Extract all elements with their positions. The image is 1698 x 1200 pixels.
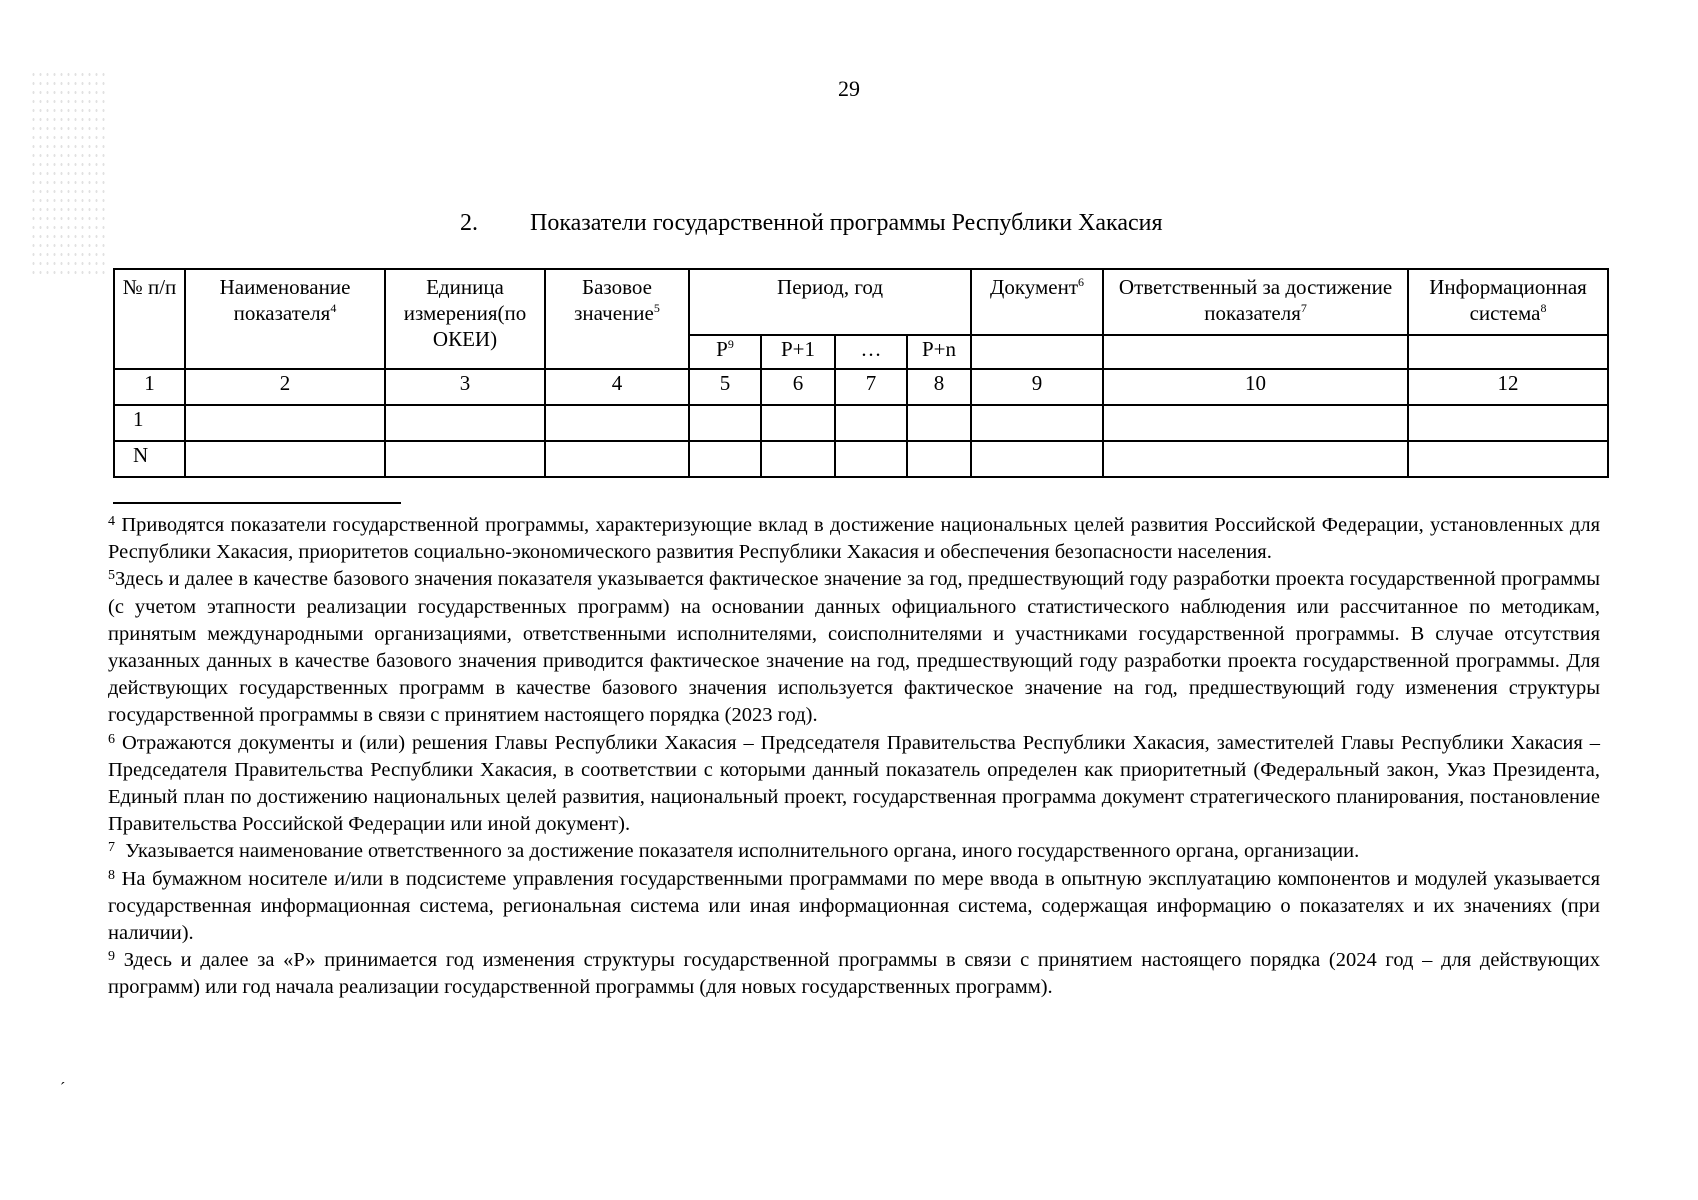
table-cell [907, 441, 971, 477]
period-ellipsis: … [835, 335, 907, 369]
footnote-7: $^7$ Указывается наименование ответственного за достижение показателя исполнительного органа, иного государственного органа, организации. [108, 840, 1360, 863]
column-number: 8 [907, 369, 971, 405]
header-responsible: Ответственный за достижение показателя$^7$ [1103, 269, 1408, 335]
header-name: Наименование показателя$^4$ [185, 269, 385, 369]
table-cell [545, 441, 689, 477]
column-number: 10 [1103, 369, 1408, 405]
table-cell [1408, 441, 1608, 477]
table-cell [1408, 405, 1608, 441]
footnote-separator [113, 502, 401, 504]
page-number: 29 [838, 76, 860, 101]
table-cell [185, 441, 385, 477]
table-cell [1103, 441, 1408, 477]
table-cell [971, 405, 1103, 441]
table-cell [1103, 405, 1408, 441]
document-blank [971, 335, 1103, 369]
footnote-4: $^4$ Приводятся показатели государственной программы, характеризующие вклад в достижение национальных целей развития Российской Федерации, установленных для Республики Хакасия, приоритетов социально-экономического развития Республики Хакасия и обеспечения безопасности населения. [108, 514, 1601, 564]
header-row [114, 269, 1608, 335]
header-period: Период, год [689, 269, 971, 335]
table-cell [385, 441, 545, 477]
table-cell [689, 405, 761, 441]
table-cell [761, 441, 835, 477]
table-cell [545, 405, 689, 441]
table-row [114, 405, 1608, 441]
footnotes [108, 512, 1600, 1002]
table-cell [971, 441, 1103, 477]
responsible-blank [1103, 335, 1408, 369]
column-number: 5 [689, 369, 761, 405]
header-document: Документ$^6$ [971, 269, 1103, 335]
margin-mark: ´ [60, 1080, 66, 1097]
footnote-6: $^6$ Отражаются документы и (или) решения Главы Республики Хакасия – Председателя Правительства Республики Хакасия, заместителей Главы Республики Хакасия – Председателя Правительства Республики Хакасия, в соответствии с которыми данный показатель определен как приоритетный (Федеральный закон, Указ Президента, Единый план по достижению национальных целей развития, национальный проект, государственная программа документ стратегического планирования, постановление Правительства Российской Федерации или иной документ). [108, 731, 1601, 836]
header-base-value: Базовое значение$^5$ [545, 269, 689, 369]
period-p-plus-n: Р+n [907, 335, 971, 369]
column-number: 12 [1408, 369, 1608, 405]
column-number-row [114, 369, 1608, 405]
column-number: 2 [185, 369, 385, 405]
footnote-5: $^5$Здесь и далее в качестве базового значения показателя указывается фактическое значение за год, предшествующий году разработки проекта государственной программы (с учетом этапности реализации государственных программ) на основании данных официального статистического наблюдения или рассчитанное по методикам, принятым международными организациями, ответственными исполнителями, соисполнителями и участниками государственной программы. В случае отсутствия указанных данных в качестве базового значения приводится фактическое значение на год, предшествующий году разработки проекта государственной программы. Для действующих государственных программ в качестве базового значения используется фактическое значение на год, предшествующий году изменения структуры государственной программы в связи с принятием настоящего порядка (2023 год). [108, 568, 1600, 727]
period-p-plus-1: Р+1 [761, 335, 835, 369]
table-cell [385, 405, 545, 441]
footnote-8: $^8$ На бумажном носителе и/или в подсистеме управления государственными программами по мере ввода в опытную эксплуатацию компонентов и модулей указывается государственная информационная система, региональная система или иная информационная система, содержащая информацию о показателях и их значениях (при наличии). [108, 867, 1601, 945]
column-number: 3 [385, 369, 545, 405]
header-info-system: Информационная система$^8$ [1408, 269, 1608, 335]
table-cell [835, 441, 907, 477]
section-title-text: Показатели государственной программы Республики Хакасия [530, 210, 1163, 236]
row-number: N [114, 441, 185, 477]
column-number: 6 [761, 369, 835, 405]
table-cell [907, 405, 971, 441]
column-number: 7 [835, 369, 907, 405]
table-row [114, 441, 1608, 477]
footnote-9: $^9$ Здесь и далее за «Р» принимается год изменения структуры государственной программы в связи с принятием настоящего порядка (2024 год – для действующих программ) или год начала реализации государственной программы (для новых государственных программ). [108, 949, 1600, 999]
row-number: 1 [114, 405, 185, 441]
header-unit: Единица измерения(по ОКЕИ) [385, 269, 545, 369]
table-cell [185, 405, 385, 441]
column-number: 1 [114, 369, 185, 405]
table-cell [835, 405, 907, 441]
period-p: $Р^9$ [689, 335, 761, 369]
section-number: 2. [460, 210, 478, 236]
table-cell [689, 441, 761, 477]
table-cell [761, 405, 835, 441]
indicators-table [113, 268, 1609, 478]
column-number: 4 [545, 369, 689, 405]
header-number: № п/п [114, 269, 185, 369]
section-title [460, 210, 1260, 237]
info-system-blank [1408, 335, 1608, 369]
column-number: 9 [971, 369, 1103, 405]
